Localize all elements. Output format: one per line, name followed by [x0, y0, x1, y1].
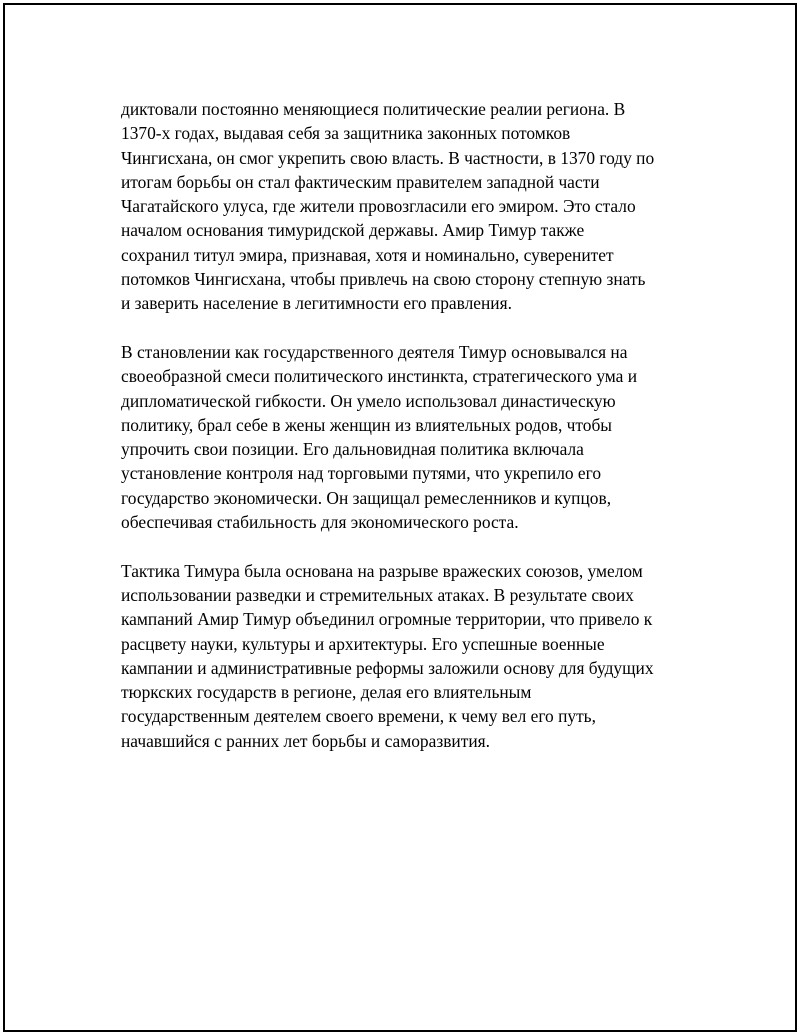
- text-line: упрочить свои позиции. Его дальновидная политика включала: [121, 439, 584, 460]
- text-line: началом основания тимуридской державы. Амир Тимур также: [121, 220, 585, 241]
- text-line: своеобразной смеси политического инстинкта, стратегического ума и: [121, 366, 638, 387]
- document-body: [121, 97, 721, 777]
- text-line: установление контроля над торговыми путями, что укрепило его: [121, 463, 602, 484]
- text-line: тюркских государств в регионе, делая его влиятельным: [121, 682, 532, 703]
- text-line: В становлении как государственного деятеля Тимур основывался на: [121, 341, 628, 362]
- paragraph-1: [121, 97, 721, 316]
- text-line: диктовали постоянно меняющиеся политические реалии региона. В: [121, 99, 626, 119]
- text-line: и заверить население в легитимности его правления.: [121, 293, 512, 314]
- text-line: Чагатайского улуса, где жители провозгласили его эмиром. Это стало: [121, 196, 636, 217]
- text-line: кампаний Амир Тимур объединил огромные территории, что привело к: [121, 609, 653, 630]
- text-line: сохранил титул эмира, признавая, хотя и номинально, суверенитет: [121, 244, 614, 265]
- text-line: государственным деятелем своего времени, к чему вел его путь,: [121, 706, 596, 727]
- paragraph-2: [121, 340, 721, 534]
- text-line: Чингисхана, он смог укрепить свою власть. В частности, в 1370 году по: [121, 147, 655, 168]
- text-line: обеспечивая стабильность для экономического роста.: [121, 512, 519, 533]
- text-line: итогам борьбы он стал фактическим правителем западной части: [121, 171, 600, 192]
- text-line: кампании и административные реформы заложили основу для будущих: [121, 657, 654, 678]
- text-line: начавшийся с ранних лет борьбы и саморазвития.: [121, 730, 490, 751]
- text-line: дипломатической гибкости. Он умело использовал династическую: [121, 390, 616, 411]
- text-line: потомков Чингисхана, чтобы привлечь на свою сторону степную знать: [121, 269, 646, 290]
- text-line: государство экономически. Он защищал ремесленников и купцов,: [121, 487, 612, 508]
- text-line: Тактика Тимура была основана на разрыве вражеских союзов, умелом: [121, 560, 643, 581]
- text-line: использовании разведки и стремительных атаках. В результате своих: [121, 584, 634, 605]
- text-line: 1370-х годах, выдавая себя за защитника законных потомков: [121, 123, 571, 144]
- text-line: политику, брал себе в жены женщин из влиятельных родов, чтобы: [121, 414, 612, 435]
- paragraph-3: [121, 559, 721, 753]
- text-line: расцвету науки, культуры и архитектуры. Его успешные военные: [121, 633, 605, 654]
- page-frame: [3, 3, 797, 1032]
